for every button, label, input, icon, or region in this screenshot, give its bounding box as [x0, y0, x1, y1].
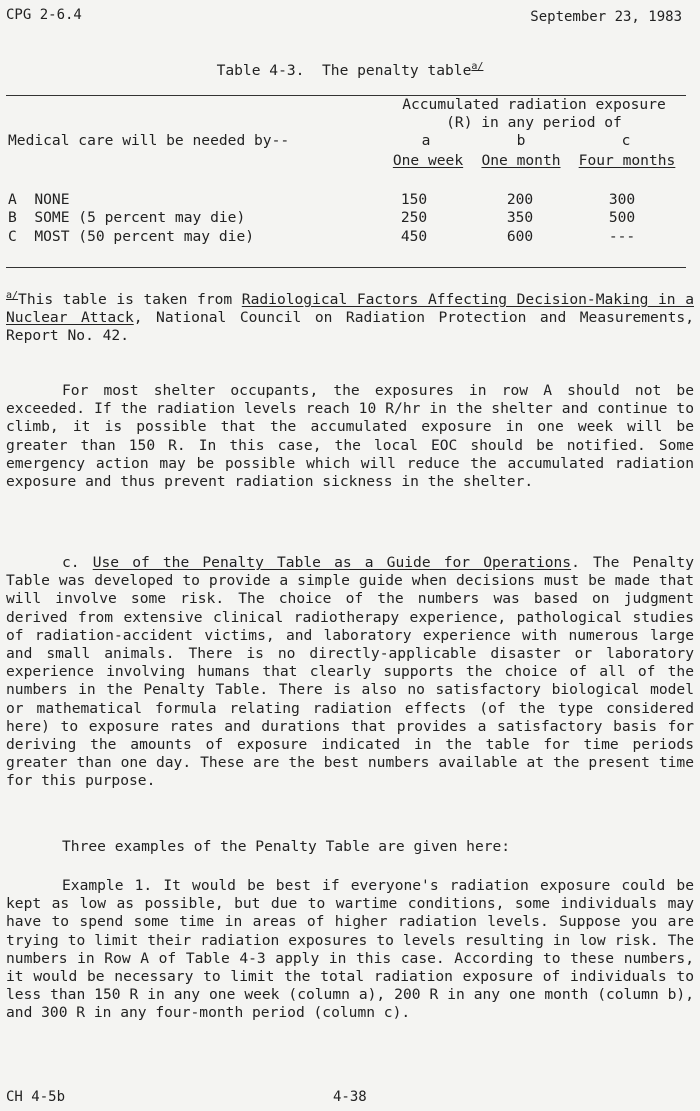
paragraph-label: c. [62, 554, 93, 571]
table-group-header-line2: (R) in any period of [446, 114, 622, 131]
footnote-source-title: Radiological Factors Affecting Decision-Making in a Nuclear Attack [6, 291, 694, 327]
table-group-header-line1: Accumulated radiation exposure [402, 96, 666, 113]
document-id: CPG 2-6.4 [6, 7, 82, 23]
row-label: B SOME (5 percent may die) [8, 209, 246, 226]
paragraph-text: Example 1. It would be best if everyone's radiation exposure could be kept as low as possible, but due to wartime conditions, some individuals may have to spend some time in areas of higher radiation levels. Suppose you are trying to limit their radiation exposures to levels resulting in low risk. The numbers in Row A of Table 4-3 apply in this case. According to these numbers, it would be necessary to limit the total radiation exposure of individuals to less than 150 R in any one week (column a), 200 R in any one month (column b), and 300 R in any four-month period (column c). [6, 877, 694, 1022]
table-title-footnote-mark: a/ [471, 61, 484, 72]
footnote-rest: , National Council on Radiation Protection and Measurements, Report No. 42. [6, 309, 694, 345]
table-left-header: Medical care will be needed by-- [8, 132, 290, 149]
col-label-four-months: Four months [578, 152, 676, 169]
row-label: C MOST (50 percent may die) [8, 228, 255, 245]
paragraph-c-operations [6, 554, 694, 791]
cell-value: 450 [400, 228, 428, 245]
cell-value: 150 [400, 191, 428, 208]
paragraph-row-a-guidance [6, 382, 694, 491]
paragraph-text: . The Penalty Table was developed to provide a simple guide when decisions must be made that will involve some risk. The choice of the numbers was based on judgment derived from extensive clinical radiotherapy experience, pathological studies of radiation-accident victims, and laboratory experience with numerous large and small animals. There is no directly-applicable disaster or laboratory experience involving humans that clearly supports the choice of all of the numbers in the Penalty Table. There is also no satisfactory biological model or mathematical formula relating radiation effects (of the type considered here) to exposure rates and durations that provides a satisfactory basis for deriving the amounts of exposure indicated in the table for time periods greater than one day. These are the best numbers available at the present time for this purpose. [6, 554, 694, 790]
cell-value: 200 [506, 191, 534, 208]
paragraph-text: Three examples of the Penalty Table are given here: [62, 838, 511, 855]
col-letter-a: a [421, 132, 431, 149]
table-title [0, 58, 700, 80]
col-label-one-week: One week [392, 152, 464, 169]
footnote-mark: a/ [6, 290, 19, 301]
col-label-one-month: One month [481, 152, 561, 169]
paragraph-heading: Use of the Penalty Table as a Guide for Operations [92, 554, 572, 571]
cell-value: 600 [506, 228, 534, 245]
paragraph-examples-intro [6, 838, 694, 856]
cell-value: --- [608, 228, 636, 245]
paragraph-text: For most shelter occupants, the exposures in row A should not be exceeded. If the radiation levels reach 10 R/hr in the shelter and continue to climb, it is possible that the accumulated exposure in one week will be greater than 150 R. In this case, the local EOC should be notified. Some emergency action may be possible which will reduce the accumulated radiation exposure and thus prevent radiation sickness in the shelter. [6, 382, 694, 491]
cell-value: 250 [400, 209, 428, 226]
col-letter-b: b [516, 132, 526, 149]
document-date: September 23, 1983 [530, 9, 682, 25]
table-footnote [6, 287, 694, 346]
cell-value: 500 [608, 209, 636, 226]
footnote-lead: This table is taken from [18, 291, 242, 308]
table-title-text: Table 4-3. The penalty table [216, 62, 472, 79]
page-number: 4-38 [333, 1089, 367, 1105]
paragraph-example-1 [6, 877, 694, 1023]
row-label: A NONE [8, 191, 70, 208]
cell-value: 350 [506, 209, 534, 226]
cell-value: 300 [608, 191, 636, 208]
footer-section-ref: CH 4-5b [6, 1089, 66, 1105]
col-letter-c: c [621, 132, 631, 149]
table-bottom-rule [6, 267, 686, 268]
